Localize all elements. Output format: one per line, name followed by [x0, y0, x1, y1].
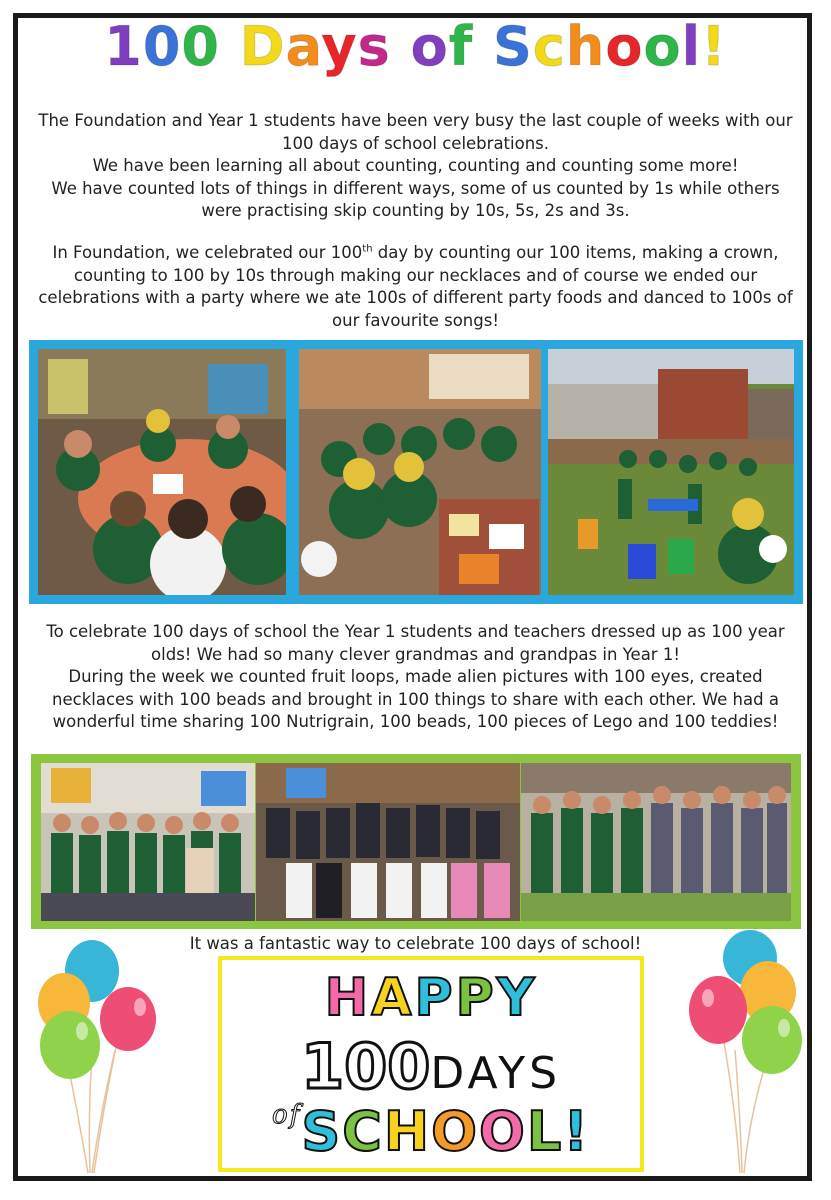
photo-class-group-2 — [256, 763, 520, 921]
school-letter: L — [526, 1100, 564, 1163]
foundation-text-start: In Foundation, we celebrated our 100 — [52, 243, 363, 262]
school-letter: O — [431, 1100, 479, 1163]
school-line — [222, 1100, 640, 1163]
school-letter: C — [342, 1100, 384, 1163]
of-word: of — [272, 1100, 302, 1130]
year1-photo-collage — [31, 754, 801, 929]
title-letter: a — [285, 15, 322, 78]
title-letter: f — [448, 15, 474, 78]
title-letter — [220, 15, 240, 78]
title-letter — [391, 15, 411, 78]
title-letter: 1 — [104, 15, 143, 78]
school-letter: ! — [563, 1100, 590, 1163]
title-letter: h — [565, 15, 606, 78]
foundation-photo-collage — [29, 340, 803, 604]
happy-letter: H — [324, 968, 372, 1028]
photo-class-group-1 — [41, 763, 255, 921]
days-word: DAYS — [430, 1048, 562, 1099]
year1-paragraph — [30, 621, 801, 734]
intro-line: The Foundation and Year 1 students have been very busy the last couple of weeks with our 100 days of school celebrations. — [38, 111, 793, 153]
intro-line: We have been learning all about counting, counting and counting some more! — [92, 156, 739, 175]
closing-text: It was a fantastic way to celebrate 100 days of school! — [189, 934, 642, 953]
intro-paragraph — [30, 110, 801, 223]
intro-line: We have counted lots of things in different ways, some of us counted by 1s while others were practising skip counting by 10s, 5s, 2s and 3s. — [51, 178, 780, 220]
year1-line: During the week we counted fruit loops, made alien pictures with 100 eyes, created necklaces with 100 beads and brought in 100 things to share with each other. We had a wonderful time sharing 100 Nutrigrain, 100 beads, 100 pieces of Lego and 100 teddies! — [52, 667, 779, 731]
year1-line: To celebrate 100 days of school the Year 1 students and teachers dressed up as 100 year olds! We had so many clever grandmas and grandpas in Year 1! — [46, 622, 785, 664]
title-letter: o — [605, 15, 644, 78]
foundation-paragraph — [30, 242, 801, 332]
happy-letter: P — [455, 968, 497, 1028]
title-letter: 0 — [142, 15, 182, 78]
foundation-text-end: day by counting our 100 items, making a crown, counting to 100 by 10s through making our necklaces and of course we ended our celebrations with a party where we ate 100s of different party foods and danced to 100s of our favourite songs! — [38, 243, 793, 330]
title-letter: S — [493, 15, 533, 78]
happy-letter — [325, 968, 538, 1028]
school-letter: S — [301, 1100, 343, 1163]
school-word — [301, 1100, 590, 1163]
title-letter: o — [410, 15, 449, 78]
hundred-days-line — [222, 1030, 640, 1103]
ordinal-suffix: th — [362, 243, 373, 255]
balloons-left-icon — [30, 935, 170, 1175]
photo-class-group-3 — [521, 763, 791, 921]
school-letter: H — [383, 1100, 432, 1163]
balloons-right-icon — [680, 930, 810, 1175]
title-letter: l — [681, 15, 702, 78]
photo-classroom-party — [299, 349, 541, 595]
page-title — [0, 12, 831, 82]
school-letter: O — [478, 1100, 527, 1163]
title-letter: s — [357, 15, 391, 78]
happy-letter: A — [371, 968, 415, 1028]
happy-letter: Y — [496, 968, 538, 1028]
title-letter: ! — [701, 15, 727, 78]
title-letter: o — [643, 15, 682, 78]
happy-letter: P — [414, 968, 456, 1028]
title-letter: y — [321, 15, 358, 78]
happy-100-days-graphic — [218, 956, 644, 1172]
title-letter — [473, 15, 493, 78]
photo-students-crafting — [38, 349, 286, 595]
title-letter: 0 — [181, 15, 220, 78]
happy-word — [222, 968, 640, 1028]
photo-outdoor-picnic — [548, 349, 794, 595]
title-letter: c — [532, 15, 566, 78]
title-letter: D — [239, 15, 286, 78]
hundred-number: 100 — [300, 1030, 431, 1103]
